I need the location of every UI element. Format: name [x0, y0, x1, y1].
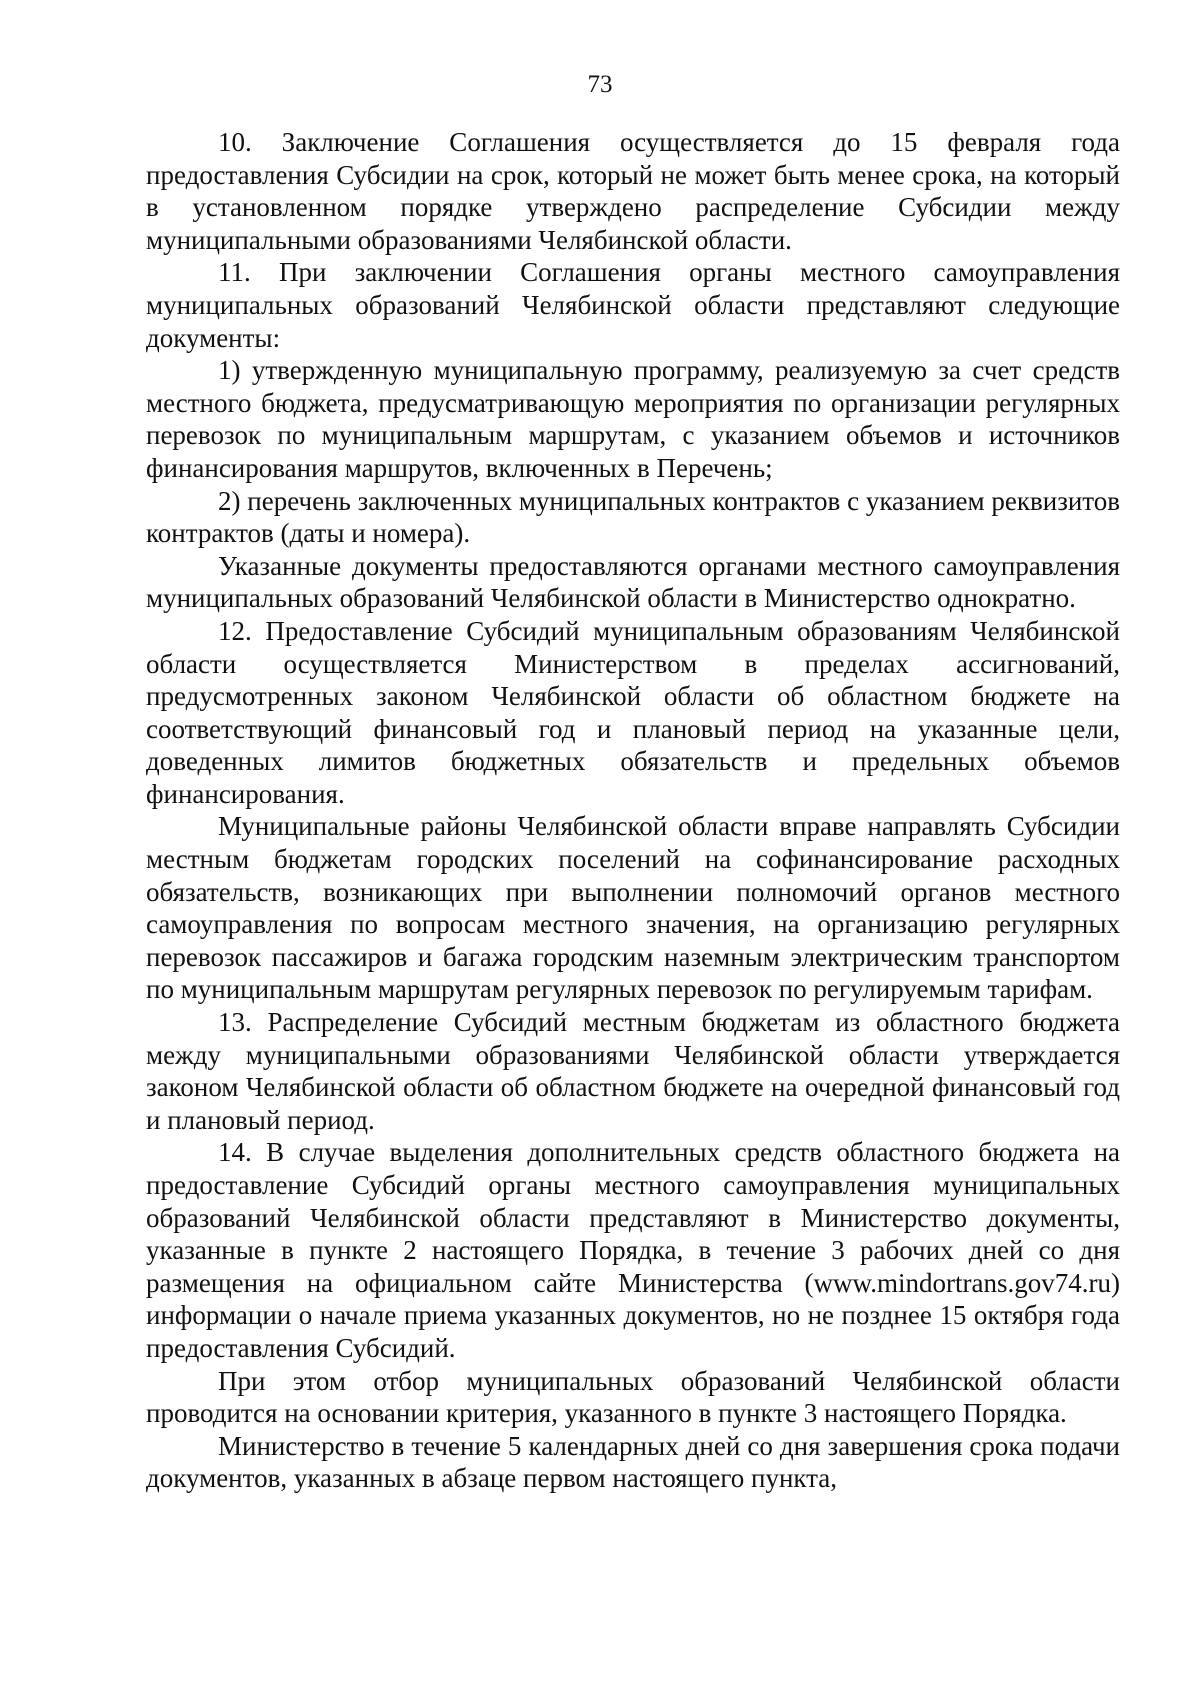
paragraph-12-note: Муниципальные районы Челябинской области вправе направлять Субсидии местным бюджетам городских поселений на софинансирование расходных обязательств, возникающих при выполнении полномочий органов местного самоуправления по вопросам местного значения, на организацию регулярных перевозок пассажиров и багажа городским наземным электрическим транспортом по муниципальным маршрутам регулярных перевозок по регулируемым тарифам. — [146, 811, 1120, 1005]
paragraph-13: 13. Распределение Субсидий местным бюджетам из областного бюджета между муниципальными образованиями Челябинской области утверждается законом Челябинской области об областном бюджете на очередной финансовый год и плановый период. — [146, 1007, 1120, 1135]
paragraph-14-ministry: Министерство в течение 5 календарных дней со дня завершения срока подачи документов, указанных в абзаце первом настоящего пункта, — [146, 1430, 1120, 1494]
page-number: 73 — [587, 71, 613, 98]
paragraph-12: 12. Предоставление Субсидий муниципальным образованиям Челябинской области осуществляется Министерством в пределах ассигнований, предусмотренных законом Челябинской области об областном бюджете на соответствующий финансовый год и плановый период на указанные цели, доведенных лимитов бюджетных обязательств и предельных объемов финансирования. — [146, 615, 1120, 809]
paragraph-11-note: Указанные документы предоставляются органами местного самоуправления муниципальных образований Челябинской области в Министерство однократно. — [146, 550, 1120, 614]
paragraph-11-item-1: 1) утвержденную муниципальную программу, реализуемую за счет средств местного бюджета, предусматривающую мероприятия по организации регулярных перевозок по муниципальным маршрутам, с указанием объемов и источников финансирования маршрутов, включенных в Перечень; — [146, 355, 1120, 483]
paragraph-10: 10. Заключение Соглашения осуществляется до 15 февраля года предоставления Субсидии на срок, который не может быть менее срока, на который в установленном порядке утверждено распределение Субсидии между муниципальными образованиями Челябинской области. — [146, 127, 1120, 255]
document-body — [146, 126, 1120, 1495]
paragraph-11: 11. При заключении Соглашения органы местного самоуправления муниципальных образований Челябинской области представляют следующие документы: — [146, 257, 1120, 353]
paragraph-14: 14. В случае выделения дополнительных средств областного бюджета на предоставление Субсидий органы местного самоуправления муниципальных образований Челябинской области представляют в Министерство документы, указанные в пункте 2 настоящего Порядка, в течение 3 рабочих дней со дня размещения на официальном сайте Министерства (www.mindortrans.gov74.ru) информации о начале приема указанных документов, но не позднее 15 октября года предоставления Субсидий. — [146, 1137, 1120, 1363]
paragraph-14-selection: При этом отбор муниципальных образований Челябинской области проводится на основании критерия, указанного в пункте 3 настоящего Порядка. — [146, 1365, 1120, 1429]
paragraph-11-item-2: 2) перечень заключенных муниципальных контрактов с указанием реквизитов контрактов (даты и номера). — [146, 485, 1120, 549]
